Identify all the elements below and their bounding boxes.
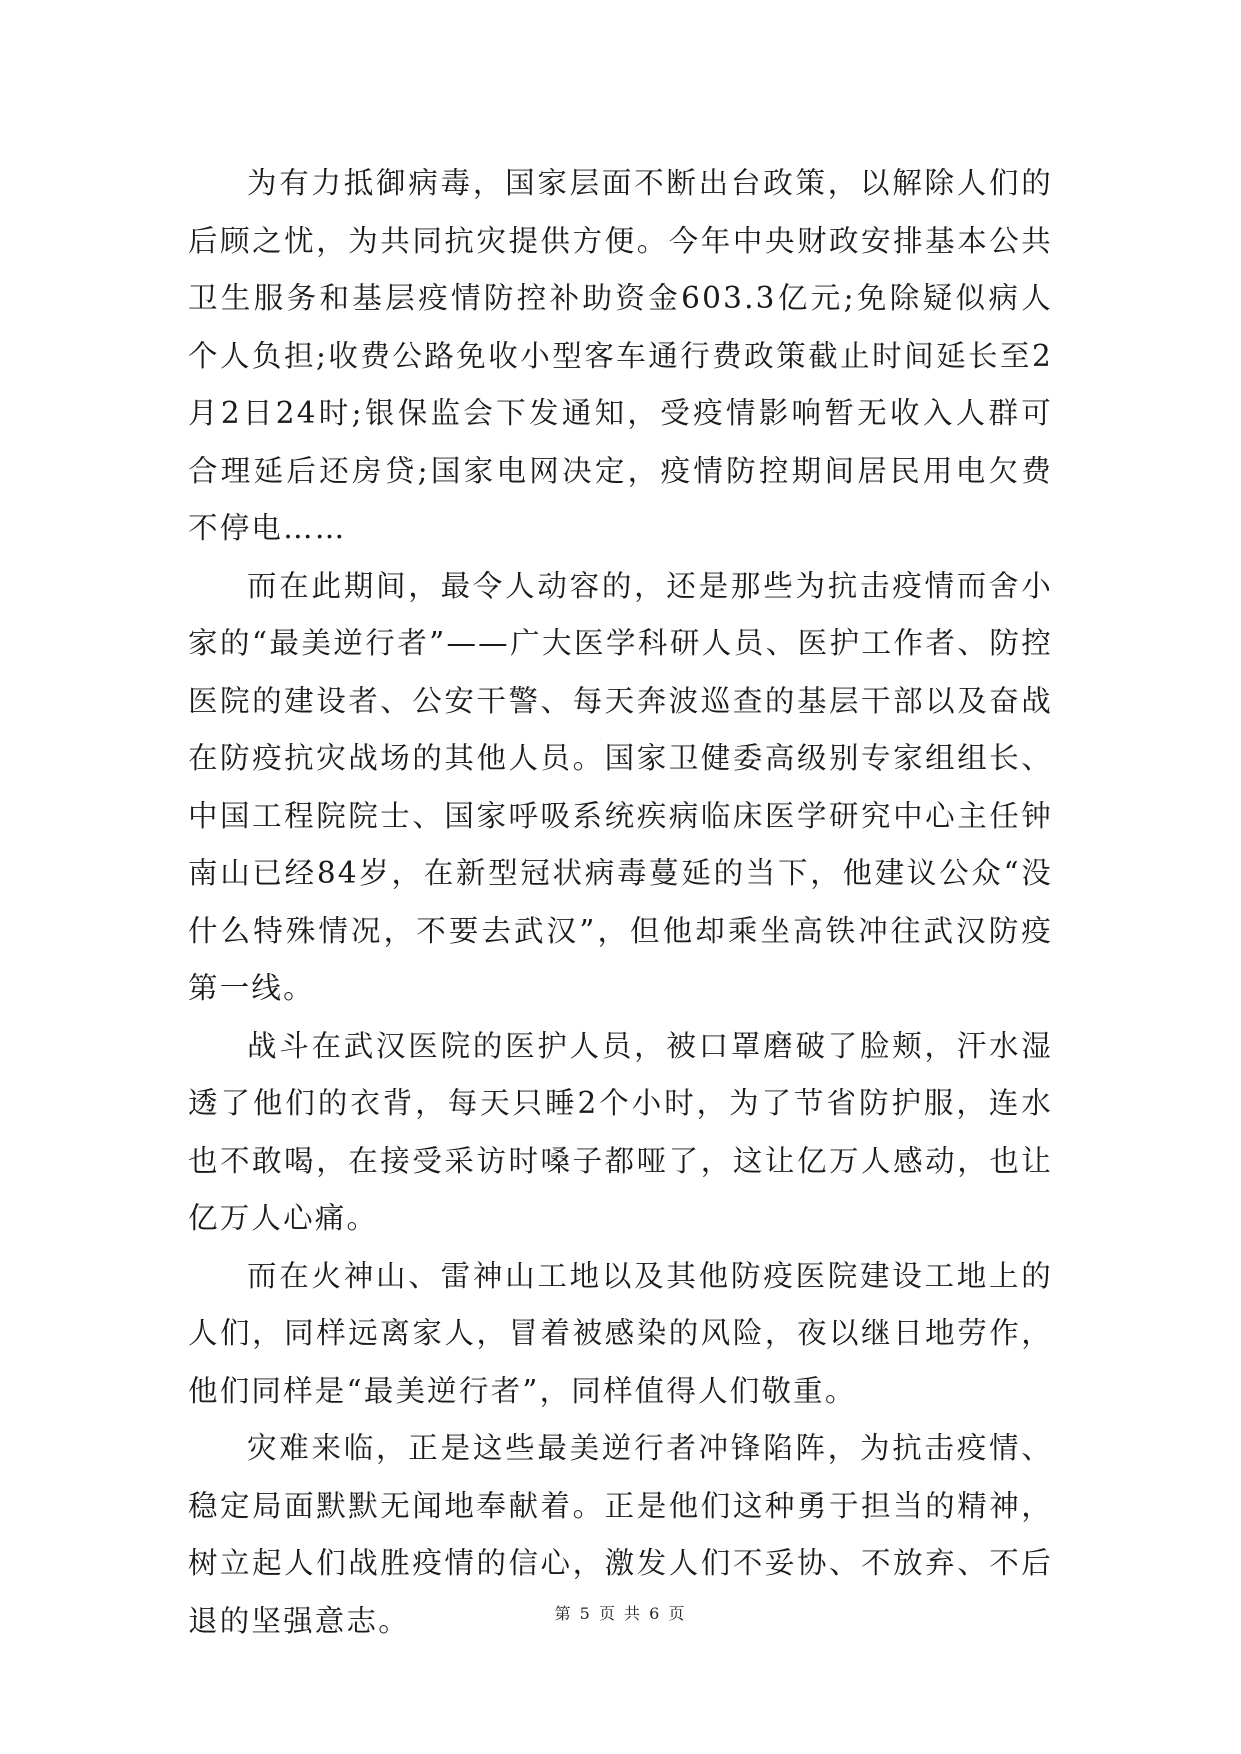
page-footer — [0, 1601, 1241, 1624]
document-body — [188, 155, 1053, 1650]
footer-prefix: 第 — [554, 1604, 573, 1623]
footer-total-pages: 6 — [649, 1604, 662, 1623]
paragraph-4: 而在火神山、雷神山工地以及其他防疫医院建设工地上的人们，同样远离家人，冒着被感染的风险，夜以继日地劳作，他们同样是“最美逆行者”，同样值得人们敬重。 — [188, 1258, 1053, 1408]
paragraph-3: 战斗在武汉医院的医护人员，被口罩磨破了脸颊，汗水湿透了他们的衣背，每天只睡2个小时，为了节省防护服，连水也不敢喝，在接受采访时嗓子都哑了，这让亿万人感动，也让亿万人心痛。 — [188, 1028, 1053, 1235]
paragraph-1: 为有力抵御病毒，国家层面不断出台政策，以解除人们的后顾之忧，为共同抗灾提供方便。今年中央财政安排基本公共卫生服务和基层疫情防控补助资金603.3亿元;免除疑似病人个人负担;收费公路免收小型客车通行费政策截止时间延长至2月2日24时;银保监会下发通知，受疫情影响暂无收入人群可合理延后还房贷;国家电网决定，疫情防控期间居民用电欠费不停电…… — [188, 166, 1053, 545]
paragraph-5: 灾难来临，正是这些最美逆行者冲锋陷阵，为抗击疫情、稳定局面默默无闻地奉献着。正是他们这种勇于担当的精神，树立起人们战胜疫情的信心，激发人们不妥协、不放弃、不后退的坚强意志。 — [188, 1431, 1053, 1638]
footer-suffix: 页 — [668, 1604, 687, 1623]
footer-current-page: 5 — [579, 1604, 592, 1623]
paragraph-2: 而在此期间，最令人动容的，还是那些为抗击疫情而舍小家的“最美逆行者”——广大医学科研人员、医护工作者、防控医院的建设者、公安干警、每天奔波巡查的基层干部以及奋战在防疫抗灾战场的其他人员。国家卫健委高级别专家组组长、中国工程院院士、国家呼吸系统疾病临床医学研究中心主任钟南山已经84岁，在新型冠状病毒蔓延的当下，他建议公众“没什么特殊情况，不要去武汉”，但他却乘坐高铁冲往武汉防疫第一线。 — [188, 568, 1053, 1005]
footer-middle: 页 共 — [598, 1604, 643, 1623]
